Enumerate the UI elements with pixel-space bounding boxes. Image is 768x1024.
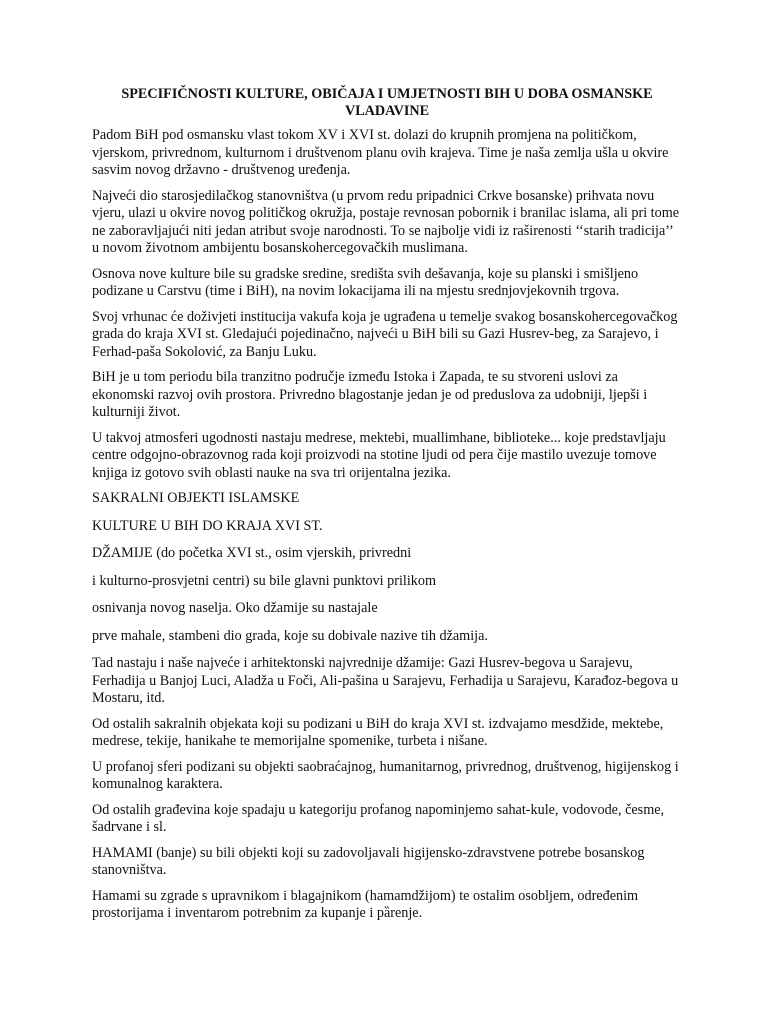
paragraph-other-buildings: Od ostalih građevina koje spadaju u kategoriju profanog napominjemo sahat-kule, vodovode, česme, šadrvane i sl.	[92, 801, 665, 835]
paragraph-education: U takvoj atmosferi ugodnosti nastaju medrese, mektebi, muallimhane, biblioteke... koje predstavljaju centre odgojno-obrazovnog rada koji proizvodi na stotine ljudi od pera čije mastilo uvezuje tomove knjiga iz gotovo svih oblasti nauke na sva tri orijentalna jezika.	[92, 429, 666, 481]
paragraph-vakuf: Svoj vrhunac će doživjeti institucija vakufa koja je ugrađena u temelje svakog bosanskohercegovačkog grada do kraja XVI st. Gledajući pojedinačno, najveći u BiH bili su Gazi Husrev-beg, za Sarajevo, i Ferhad-paša Sokolović, za Banju Luku.	[92, 308, 678, 360]
document-page	[92, 86, 682, 931]
paragraph-hamami: HAMAMI (banje) su bili objekti koji su zadovoljavali higijensko-zdravstvene potrebe bosanskog stanovništva.	[92, 844, 645, 878]
paragraph-largest-mosques: Tad nastaju i naše najveće i arhitektonski najvrednije džamije: Gazi Husrev-begova u Sarajevu, Ferhadija u Banjoj Luci, Aladža u Foči, Ali-pašina u Sarajevu, Ferhadija u Sarajevu, Karađoz-begova u Mostaru, itd.	[92, 655, 679, 706]
paragraph-mosques-line-2: i kulturno-prosvjetni centri) su bile glavni punktovi prilikom	[92, 572, 436, 589]
paragraph-mosques-line-4: prve mahale, stambeni dio grada, koje su dobivale nazive tih džamija.	[92, 627, 488, 644]
paragraph-ottoman-rule: Padom BiH pod osmansku vlast tokom XV i XVI st. dolazi do krupnih promjena na političkom, vjerskom, privrednom, kulturnom i društvenom planu ovih krajeva. Time je naša zemlja ušla u okvire sasvim novog državno - društvenog uređenja.	[92, 127, 669, 178]
heading-sacral-objects-2: KULTURE U BIH DO KRAJA XVI ST.	[92, 517, 323, 534]
paragraph-profane-sphere: U profanoj sferi podizani su objekti saobraćajnog, humanitarnog, privrednog, društvenog, higijenskog i komunalnog karaktera.	[92, 758, 679, 792]
paragraph-transit: BiH je u tom periodu bila tranzitno područje između Istoka i Zapada, te su stvoreni uslovi za ekonomski razvoj ovih prostora. Privredno blagostanje jedan je od preduslova za udobniji, ljepši i kulturniji život.	[92, 369, 648, 420]
paragraph-population: Najveći dio starosjedilačkog stanovništva (u prvom redu pripadnici Crkve bosanske) prihvata novu vjeru, ulazi u okvire novog političkog okružja, postaje revnosan pobornik i branilac islama, ali pri tome ne zaboravljajući niti jedan atribut svoje narodnosti. To se najbolje vidi iz raširenosti ‘‘starih tradicija’’ u novom životnom ambijentu bosanskohercegovačkih muslimana.	[92, 187, 680, 256]
paragraph-mosques-line-3: osnivanja novog naselja. Oko džamije su nastajale	[92, 600, 378, 616]
heading-sacral-objects-1: SAKRALNI OBJEKTI ISLAMSKE	[92, 490, 300, 506]
paragraph-other-sacral: Od ostalih sakralnih objekata koji su podizani u BiH do kraja XVI st. izdvajamo mesdžide, mektebe, medrese, tekije, hanikahe te memorijalne spomenike, turbeta i nišane.	[92, 715, 664, 749]
paragraph-mosques-line-1: DŽAMIJE (do početka XVI st., osim vjerskih, privredni	[92, 545, 412, 561]
document-title: SPECIFIČNOSTI KULTURE, OBIČAJA I UMJETNOSTI BIH U DOBA OSMANSKE VLADAVINE	[121, 86, 653, 119]
paragraph-hamami-details: Hamami su zgrade s upravnikom i blagajnikom (hamamdžijom) te ostalim osobljem, određenim prostorijama i inventarom potrebnim za kupanje i pȁrenje.	[92, 887, 639, 921]
paragraph-culture-basis: Osnova nove kulture bile su gradske sredine, središta svih dešavanja, koje su planski i smišljeno podizane u Carstvu (time i BiH), na novim lokacijama ili na mjestu srednjovjekovnih trgova.	[92, 265, 639, 299]
